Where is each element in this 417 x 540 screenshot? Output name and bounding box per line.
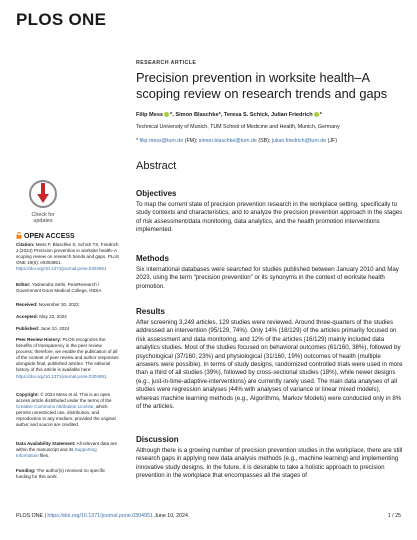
- open-access-label: OPEN ACCESS: [24, 233, 75, 240]
- author-name[interactable]: Teresa S. Schick: [223, 112, 268, 118]
- data-availability-label: Data Availability Statement:: [16, 441, 76, 446]
- author-list: [136, 112, 406, 118]
- section-text-methods: Six international databases were searched for studies published between January 2010 and May 2023, using the term “precision prevention” or its synonyms in the context of worksite health promotion.: [136, 266, 399, 290]
- citation-block: [16, 242, 120, 272]
- peer-review-link[interactable]: https://doi.org/10.1371/journal.pone.0304951: [16, 373, 107, 379]
- affiliation: Technical University of Munich, TUM School of Medicine and Health, Munich, Germany: [136, 124, 340, 130]
- open-access-row: [16, 232, 75, 240]
- check-for-updates-label[interactable]: Check for updates: [31, 212, 55, 225]
- funding-text: The author(s) received no specific funding for this work.: [16, 468, 106, 480]
- published-label: Published:: [16, 326, 40, 331]
- email-prefix: *: [136, 138, 140, 144]
- author-name[interactable]: Filip Mess: [136, 112, 164, 118]
- email-role: (FM);: [183, 138, 199, 144]
- received-label: Received:: [16, 302, 38, 307]
- data-availability-text: All relevant data are within the manuscript and its: [16, 441, 117, 453]
- author-name[interactable]: Simon Blaschke: [175, 112, 219, 118]
- article-title: Precision prevention in worksite health–A scoping review on research trends and gaps: [136, 70, 388, 101]
- email-link[interactable]: julian.friedrich@tum.de: [271, 138, 327, 144]
- peer-review-block: [16, 337, 120, 380]
- section-heading-discussion: Discussion: [136, 435, 179, 444]
- funding-block: [16, 468, 120, 480]
- footer-date: June 10, 2024: [152, 513, 188, 519]
- copyright-text: , which permits unrestricted use, distribution, and reproduction in any medium, provided the original author and source are credited.: [16, 404, 116, 428]
- copyright-block: [16, 392, 120, 429]
- section-heading-results: Results: [136, 307, 165, 316]
- accepted-label: Accepted:: [16, 314, 38, 319]
- footer-doi-link[interactable]: https://doi.org/10.1371/journal.pone.0304951: [47, 513, 153, 519]
- section-text-objectives: To map the current state of precision prevention research in the workplace setting, specifically to study contexts and characteristics, and to analyze the precision prevention approach in the stages of risk assessment/data monitoring, data analytics, and the health promotion interventions implemented.: [136, 201, 403, 234]
- author-name[interactable]: Julian Friedrich: [271, 112, 313, 118]
- page-number: 1 / 25: [387, 513, 401, 519]
- published-block: [16, 326, 120, 332]
- email-role: (SB);: [256, 138, 272, 144]
- author-separator: *: [319, 112, 322, 118]
- orcid-icon[interactable]: [314, 112, 319, 117]
- journal-logo: PLOS ONE: [16, 10, 107, 29]
- email-link[interactable]: simon.blaschke@tum.de: [198, 138, 257, 144]
- author-separator: *,: [218, 112, 224, 118]
- author-separator: *,: [170, 112, 176, 118]
- author-separator: ,: [267, 112, 272, 118]
- copyright-text: © 2024 Mess et al. This is an open access article distributed under the terms of the: [16, 392, 112, 404]
- funding-label: Funding:: [16, 468, 36, 473]
- published-value: June 10, 2024: [39, 326, 70, 331]
- section-text-results: After screening 3,249 articles, 129 studies were reviewed. Around three-quarters of the studies addressed an intervention (95/129, 74%). Only 14% (18/129) of the articles primarily focused on risk assessment and data monitoring, and 12% of the articles (16/129) mainly included data analytics studies. Most of the studies focused on behavioral outcomes (61/160, 38%), followed by psychological (37/160, 23%) and physiological (31/160, 19%) outcomes of health (multiple answers were possible). In terms of study designs, randomized controlled trials were used in more than a third of all studies (39%), followed by cross-sectional studies (18%), while newer designs (e.g., just-in-time-adaptive-interventions) are currently rarely used. The main data analyses of all studies were regression analyses (44% with analyses of variance or linear mixed models), whereas machine learning methods (e.g., Algorithms, Markov Models) were conducted only in 8% of the articles.: [136, 319, 403, 411]
- license-link[interactable]: Creative Commons Attribution License: [16, 404, 94, 410]
- email-role: (JF): [326, 138, 338, 144]
- peer-review-label: Peer Review History:: [16, 337, 62, 342]
- received-value: November 30, 2023: [37, 302, 79, 307]
- open-access-lock-icon: [16, 232, 22, 239]
- footer-citation: [16, 513, 188, 519]
- accepted-block: [16, 314, 120, 320]
- editor-text: Yashendra Sethi, PearResearch / Government Doon Medical College, INDIA: [16, 282, 102, 294]
- section-text-discussion: Although there is a growing number of precision prevention studies in the workplace, there are still research gaps in applying new data analysis methods (e.g., machine learning) and implementing innovative study designs. In the future, it is desirable to take a holistic approach to precision prevention in the workplace that encompasses all the stages of: [136, 447, 403, 480]
- article-type: RESEARCH ARTICLE: [136, 60, 197, 66]
- editor-label: Editor:: [16, 282, 31, 287]
- citation-label: Citation:: [16, 242, 35, 247]
- citation-doi-link[interactable]: https://doi.org/10.1371/journal.pone.0304951: [16, 266, 107, 272]
- peer-review-text: PLOS recognizes the benefits of transparency in the peer review process; therefore, we enable the publication of all of the content of peer review and author responses alongside final, published articles. The editorial history of this article is available here:: [16, 337, 119, 373]
- editor-block: [16, 282, 120, 294]
- orcid-icon[interactable]: [164, 112, 169, 117]
- abstract-heading: Abstract: [136, 160, 177, 172]
- footer-journal: PLOS ONE |: [16, 513, 48, 519]
- data-availability-text: files.: [38, 453, 50, 459]
- copyright-label: Copyright:: [16, 392, 39, 397]
- citation-text: Mess F, Blaschke S, Schick TS, Friedrich J (2024) Precision prevention in worksite health–A scoping review on research trends and gaps. PLoS ONE 19(6): e0304951.: [16, 242, 119, 266]
- section-heading-methods: Methods: [136, 254, 169, 263]
- section-heading-objectives: Objectives: [136, 189, 177, 198]
- email-link[interactable]: filip.mess@tum.de: [139, 138, 184, 144]
- corresponding-emails: [136, 138, 406, 144]
- received-block: [16, 302, 120, 308]
- supporting-information-link[interactable]: Supporting Information: [16, 447, 97, 459]
- accepted-value: May 22, 2024: [37, 314, 67, 319]
- data-availability-block: [16, 441, 120, 459]
